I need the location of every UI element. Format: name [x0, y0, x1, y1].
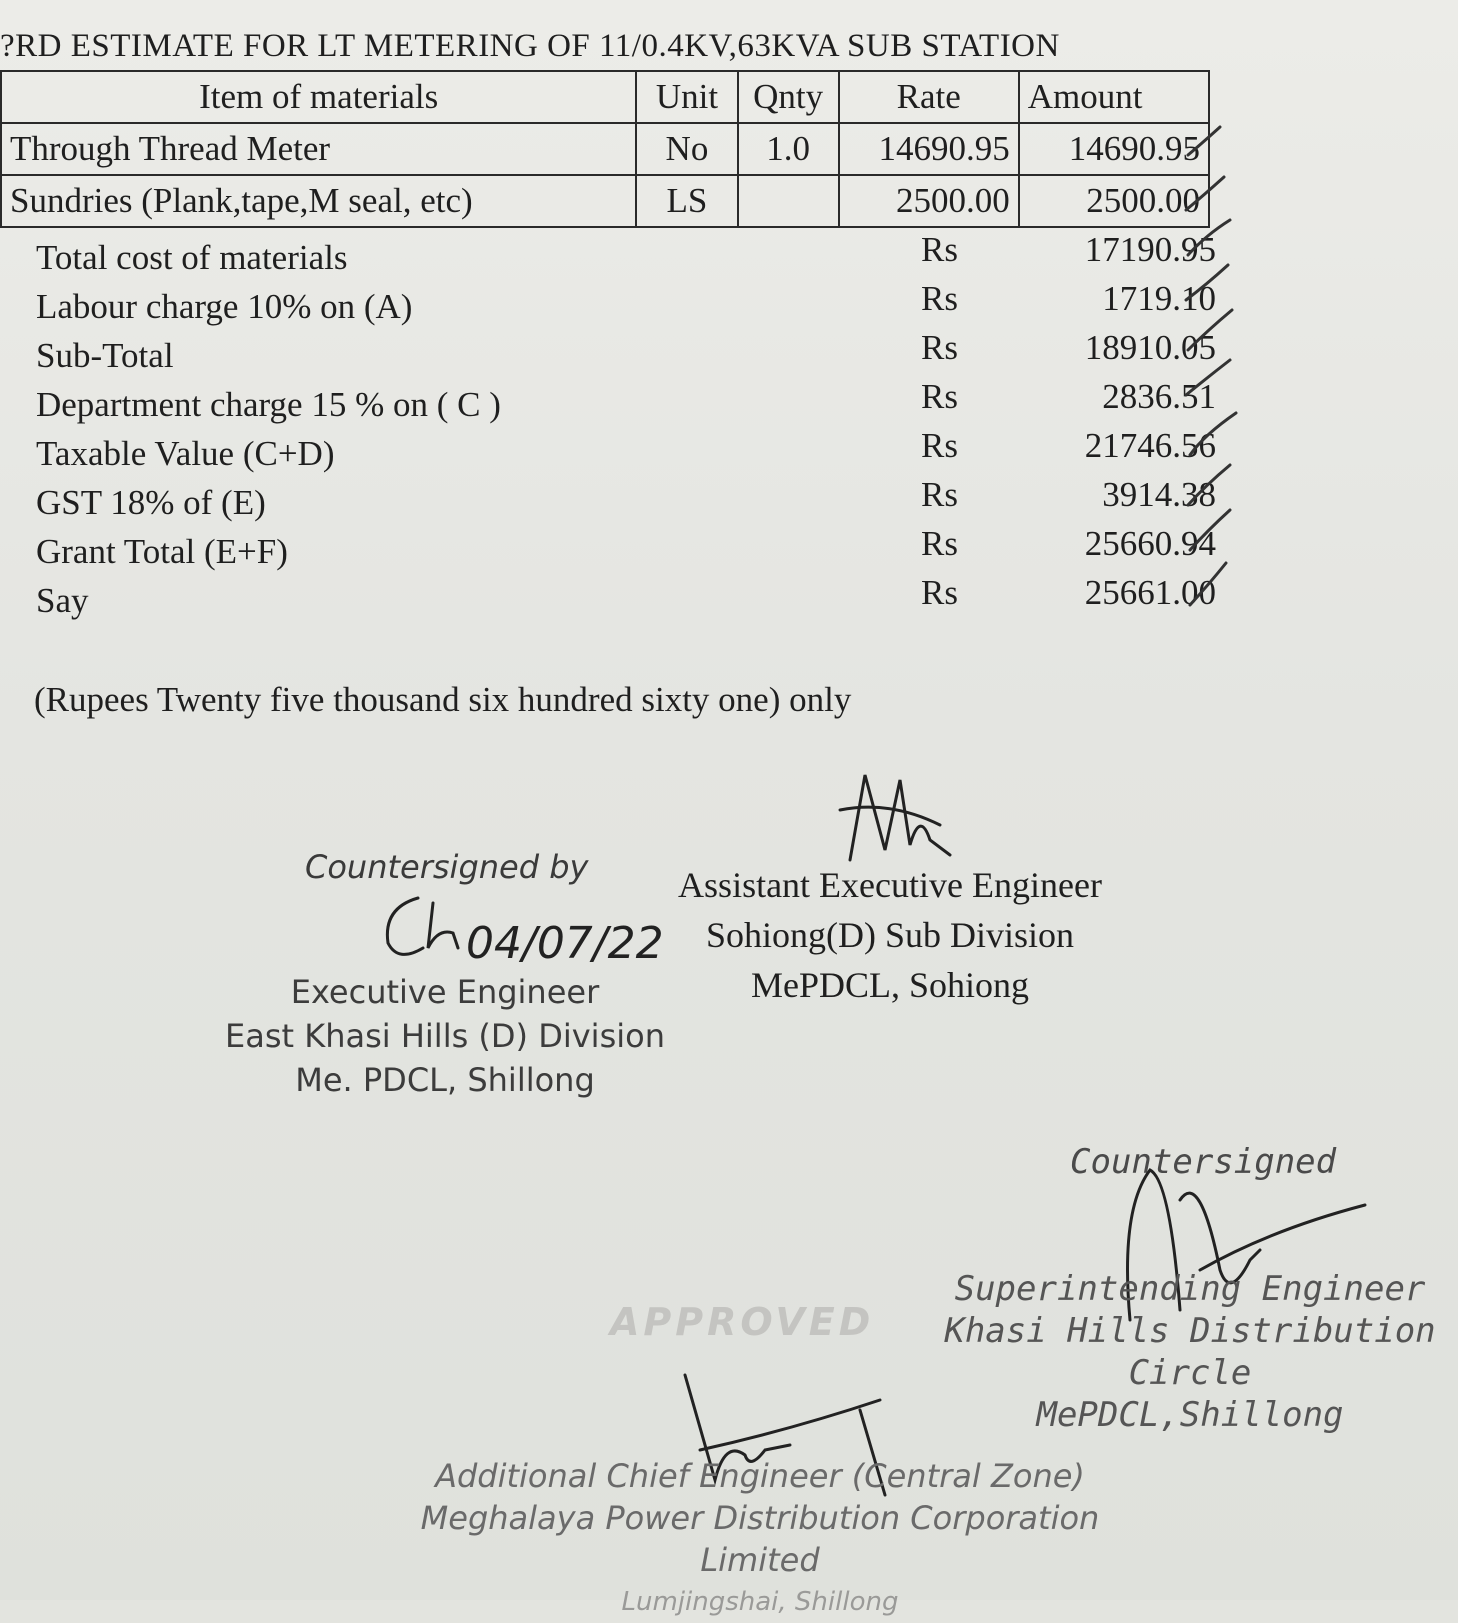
materials-table: [0, 70, 1210, 228]
totals-label: Say: [36, 581, 89, 620]
totals-currency: Rs: [921, 230, 958, 269]
header-rate: Rate: [839, 71, 1019, 123]
se-office: Khasi Hills Distribution Circle: [944, 1311, 1436, 1393]
totals-label: Sub-Total: [36, 336, 174, 375]
aee-office: Sohiong(D) Sub Division: [705, 915, 1075, 955]
row-item: Through Thread Meter: [1, 123, 636, 175]
totals-value: 21746.56: [1084, 426, 1216, 465]
totals-value: 3914.38: [1102, 475, 1216, 514]
totals-currency: Rs: [921, 475, 958, 514]
approved-stamp: APPROVED: [610, 1300, 875, 1344]
totals-row: [36, 524, 1216, 573]
totals-label: Department charge 15 % on ( C ): [36, 385, 501, 424]
se-org: MePDCL,Shillong: [1036, 1395, 1344, 1435]
totals-value: 25660.94: [1084, 524, 1216, 563]
totals-list: [36, 230, 1216, 622]
totals-value: 2836.51: [1102, 377, 1216, 416]
totals-currency: Rs: [921, 279, 958, 318]
aee-signatory-block: [650, 860, 1130, 1010]
table-row: [1, 175, 1209, 227]
aee-designation: Assistant Executive Engineer: [678, 865, 1102, 905]
totals-value: 17190.95: [1084, 230, 1216, 269]
totals-value: 18910.05: [1084, 328, 1216, 367]
ee-designation: Executive Engineer: [290, 973, 600, 1011]
se-signatory-block: [940, 1268, 1440, 1436]
se-designation: Superintending Engineer: [954, 1269, 1426, 1309]
row-amount: 2500.00: [1019, 175, 1209, 227]
row-unit: LS: [636, 175, 737, 227]
header-amount: Amount: [1019, 71, 1209, 123]
row-amount: 14690.95: [1019, 123, 1209, 175]
ee-handwritten-date: 04/07/22: [466, 918, 664, 969]
totals-value: 1719.10: [1102, 279, 1216, 318]
totals-label: GST 18% of (E): [36, 483, 266, 522]
totals-row: [36, 426, 1216, 475]
aee-signature-icon: [830, 770, 960, 870]
row-qnty: 1.0: [738, 123, 839, 175]
header-unit: Unit: [636, 71, 737, 123]
totals-row: [36, 279, 1216, 328]
totals-row: [36, 230, 1216, 279]
amount-in-words: (Rupees Twenty five thousand six hundred sixty one) only: [34, 680, 852, 719]
ace-place: Lumjingshai, Shillong: [621, 1587, 899, 1617]
table-header-row: [1, 71, 1209, 123]
aee-org: MePDCL, Sohiong: [750, 965, 1030, 1005]
totals-label: Taxable Value (C+D): [36, 434, 335, 473]
totals-label: Total cost of materials: [36, 238, 348, 277]
check-marks-icon: [1180, 115, 1250, 615]
estimate-title: ?RD ESTIMATE FOR LT METERING OF 11/0.4KV,63KVA SUB STATION: [0, 28, 1060, 64]
header-item: Item of materials: [1, 71, 636, 123]
totals-currency: Rs: [921, 328, 958, 367]
ee-countersigned-label: Countersigned by: [305, 848, 589, 886]
ace-designation: Additional Chief Engineer (Central Zone): [435, 1457, 1085, 1495]
header-qnty: Qnty: [738, 71, 839, 123]
totals-currency: Rs: [921, 573, 958, 612]
table-row: [1, 123, 1209, 175]
ace-org: Meghalaya Power Distribution Corporation Limited: [420, 1499, 1100, 1579]
totals-label: Labour charge 10% on (A): [36, 287, 413, 326]
totals-currency: Rs: [921, 524, 958, 563]
ee-office: East Khasi Hills (D) Division: [225, 1017, 665, 1055]
row-unit: No: [636, 123, 737, 175]
totals-row: [36, 475, 1216, 524]
totals-row: [36, 377, 1216, 426]
totals-row: [36, 328, 1216, 377]
ee-signatory-block: [210, 970, 680, 1102]
ee-signature-icon: [378, 888, 664, 969]
row-rate: 2500.00: [839, 175, 1019, 227]
row-qnty: [738, 175, 839, 227]
totals-currency: Rs: [921, 426, 958, 465]
ee-org: Me. PDCL, Shillong: [295, 1061, 595, 1099]
row-item: Sundries (Plank,tape,M seal, etc): [1, 175, 636, 227]
row-rate: 14690.95: [839, 123, 1019, 175]
totals-label: Grant Total (E+F): [36, 532, 288, 571]
totals-value: 25661.00: [1084, 573, 1216, 612]
totals-currency: Rs: [921, 377, 958, 416]
totals-row: [36, 573, 1216, 622]
se-countersigned-label: Countersigned: [1070, 1142, 1337, 1182]
ace-signatory-block: [400, 1455, 1120, 1623]
